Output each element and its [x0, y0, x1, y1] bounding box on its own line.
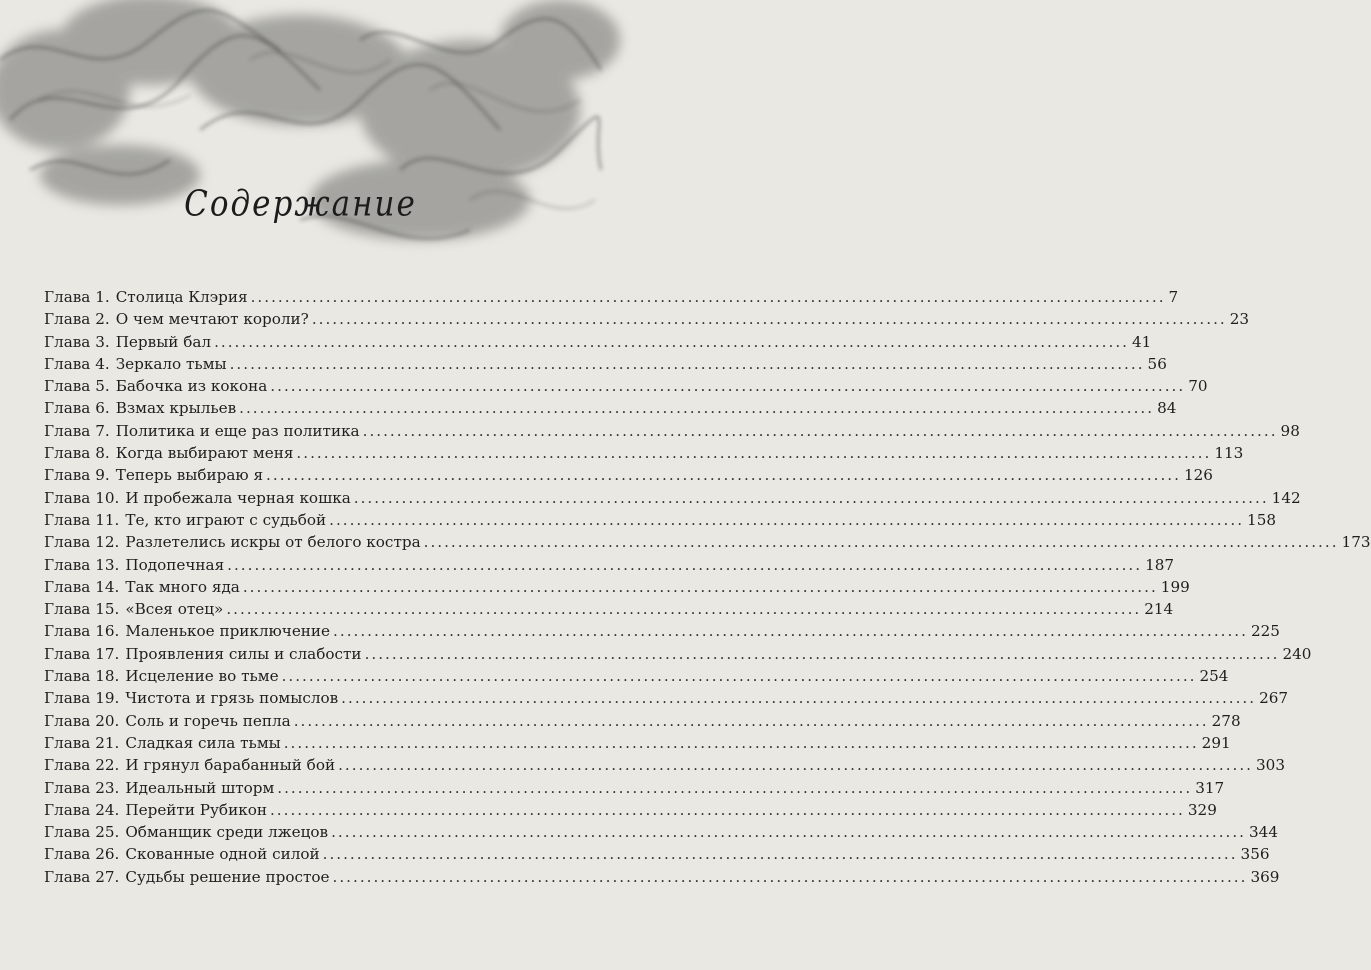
chapter-title: Политика и еще раз политика	[115, 421, 360, 440]
page-number: 254	[1199, 667, 1229, 686]
dot-leader	[341, 689, 1256, 707]
dot-leader	[312, 310, 1227, 328]
chapter-title: Сладкая сила тьмы	[125, 733, 281, 752]
toc-entry[interactable]	[44, 466, 1213, 488]
page-number: 356	[1240, 845, 1270, 864]
chapter-title: Разлетелись искры от белого костра	[125, 533, 421, 552]
toc-entry[interactable]	[44, 733, 1231, 756]
chapter-label: Глава 8.	[44, 444, 110, 463]
toc-entry[interactable]	[44, 555, 1175, 578]
toc-entry[interactable]	[44, 622, 1280, 644]
chapter-label: Глава 12.	[44, 533, 120, 552]
chapter-title: Те, кто играют с судьбой	[125, 510, 327, 529]
chapter-title: «Всея отец»	[125, 600, 224, 619]
toc-entry[interactable]	[44, 510, 1277, 533]
page-number: 142	[1271, 488, 1301, 507]
dot-leader	[277, 779, 1192, 797]
chapter-label: Глава 21.	[44, 733, 120, 752]
dot-leader	[214, 333, 1129, 351]
page-number: 291	[1201, 733, 1231, 752]
chapter-label: Глава 11.	[44, 510, 120, 529]
page-number: 70	[1188, 377, 1208, 396]
page-number: 199	[1160, 577, 1190, 596]
dot-leader	[323, 845, 1238, 863]
dot-leader	[243, 578, 1158, 596]
chapter-title: Так много яда	[125, 577, 240, 596]
toc-entry[interactable]	[44, 667, 1229, 689]
dot-leader	[331, 823, 1246, 841]
dot-leader	[266, 466, 1181, 484]
toc-entry[interactable]	[44, 800, 1217, 823]
chapter-label: Глава 22.	[44, 756, 120, 775]
chapter-title: Подопечная	[125, 555, 225, 574]
toc-entry[interactable]	[44, 577, 1190, 600]
dot-leader	[270, 801, 1185, 819]
chapter-title: Когда выбирают меня	[115, 444, 294, 463]
chapter-label: Глава 20.	[44, 711, 120, 730]
chapter-title: Бабочка из кокона	[115, 377, 268, 396]
page-number: 187	[1145, 555, 1175, 574]
chapter-title: Обманщик среди лжецов	[125, 823, 329, 842]
dot-leader	[365, 645, 1280, 663]
chapter-title: И грянул барабанный бой	[125, 756, 336, 775]
chapter-label: Глава 9.	[44, 466, 110, 485]
chapter-label: Глава 13.	[44, 555, 120, 574]
page-number: 214	[1144, 600, 1174, 619]
dot-leader	[227, 556, 1142, 574]
dot-leader	[294, 712, 1209, 730]
chapter-label: Глава 7.	[44, 421, 110, 440]
toc-entry[interactable]	[44, 533, 1371, 555]
dot-leader	[363, 422, 1278, 440]
dot-leader	[354, 489, 1269, 507]
chapter-label: Глава 5.	[44, 377, 110, 396]
chapter-title: Перейти Рубикон	[125, 800, 267, 819]
page-number: 240	[1282, 644, 1312, 663]
toc-entry[interactable]	[44, 600, 1174, 622]
chapter-label: Глава 18.	[44, 667, 120, 686]
page-number: 98	[1280, 421, 1300, 440]
dot-leader	[296, 444, 1211, 462]
chapter-title: Соль и горечь пепла	[125, 711, 291, 730]
chapter-title: Зеркало тьмы	[115, 354, 227, 373]
toc-entry[interactable]	[44, 778, 1225, 801]
toc-entry[interactable]	[44, 399, 1177, 421]
page-number: 84	[1157, 399, 1177, 418]
chapter-label: Глава 23.	[44, 778, 120, 797]
dot-leader	[282, 667, 1197, 685]
dot-leader	[230, 355, 1145, 373]
toc-entry[interactable]	[44, 689, 1289, 711]
toc-title: Содержание	[184, 183, 417, 225]
chapter-title: Скованные одной силой	[125, 845, 320, 864]
chapter-title: Исцеление во тьме	[125, 667, 279, 686]
chapter-label: Глава 25.	[44, 823, 120, 842]
dot-leader	[251, 288, 1166, 306]
chapter-title: О чем мечтают короли?	[115, 310, 309, 329]
page-number: 344	[1249, 823, 1279, 842]
toc-entry[interactable]	[44, 845, 1270, 867]
chapter-title: Судьбы решение простое	[125, 867, 330, 886]
dot-leader	[239, 399, 1154, 417]
page-number: 369	[1250, 867, 1280, 886]
page-number: 303	[1256, 756, 1286, 775]
toc-entry[interactable]	[44, 377, 1208, 399]
table-of-contents	[44, 288, 1371, 890]
page-number: 158	[1247, 510, 1277, 529]
toc-entry[interactable]	[44, 310, 1250, 332]
chapter-label: Глава 4.	[44, 354, 110, 373]
chapter-label: Глава 1.	[44, 288, 110, 306]
toc-entry[interactable]	[44, 711, 1241, 734]
toc-entry[interactable]	[44, 288, 1179, 310]
page-number: 23	[1229, 310, 1250, 329]
dot-leader	[333, 622, 1248, 640]
chapter-title: И пробежала черная кошка	[125, 488, 351, 507]
page-number: 267	[1259, 689, 1289, 708]
chapter-label: Глава 16.	[44, 622, 120, 641]
chapter-label: Глава 14.	[44, 577, 120, 596]
page-number: 7	[1168, 288, 1179, 306]
dot-leader	[333, 868, 1248, 886]
chapter-label: Глава 10.	[44, 488, 120, 507]
chapter-label: Глава 15.	[44, 600, 120, 619]
toc-entry[interactable]	[44, 644, 1312, 667]
dot-leader	[270, 377, 1185, 395]
chapter-label: Глава 17.	[44, 644, 120, 663]
chapter-label: Глава 27.	[44, 867, 120, 886]
chapter-title: Взмах крыльев	[115, 399, 237, 418]
chapter-title: Проявления силы и слабости	[125, 644, 362, 663]
chapter-label: Глава 6.	[44, 399, 110, 418]
toc-entry[interactable]	[44, 488, 1301, 511]
page-number: 41	[1132, 332, 1152, 351]
chapter-label: Глава 26.	[44, 845, 120, 864]
toc-entry[interactable]	[44, 354, 1167, 377]
page-number: 126	[1183, 466, 1213, 485]
page-number: 173	[1341, 533, 1371, 552]
toc-entry[interactable]	[44, 867, 1280, 890]
toc-entry[interactable]	[44, 421, 1300, 444]
dot-leader	[284, 734, 1199, 752]
chapter-title: Чистота и грязь помыслов	[125, 689, 339, 708]
chapter-label: Глава 24.	[44, 800, 120, 819]
chapter-label: Глава 3.	[44, 332, 110, 351]
toc-entry[interactable]	[44, 756, 1286, 778]
chapter-title: Маленькое приключение	[125, 622, 331, 641]
dot-leader	[424, 533, 1339, 551]
dot-leader	[338, 756, 1253, 774]
toc-entry[interactable]	[44, 823, 1279, 845]
chapter-label: Глава 19.	[44, 689, 120, 708]
chapter-title: Столица Клэрия	[115, 288, 248, 306]
chapter-title: Первый бал	[115, 332, 212, 351]
smoke-decoration	[0, 0, 601, 300]
toc-entry[interactable]	[44, 444, 1244, 466]
dot-leader	[226, 600, 1141, 618]
chapter-title: Идеальный шторм	[125, 778, 275, 797]
chapter-title: Теперь выбираю я	[115, 466, 264, 485]
page-number: 317	[1195, 778, 1225, 797]
page-number: 56	[1147, 354, 1167, 373]
chapter-label: Глава 2.	[44, 310, 110, 329]
page-number: 113	[1214, 444, 1244, 463]
page-number: 329	[1187, 800, 1217, 819]
page-number: 278	[1211, 711, 1241, 730]
page-number: 225	[1250, 622, 1280, 641]
toc-entry[interactable]	[44, 332, 1152, 355]
dot-leader	[329, 511, 1244, 529]
